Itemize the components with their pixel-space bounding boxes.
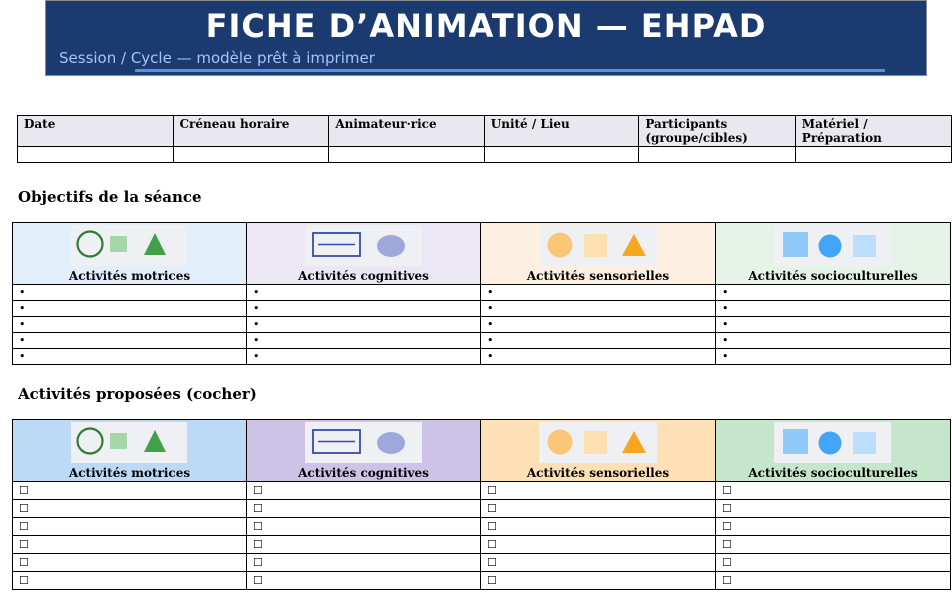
activities-table bbox=[12, 419, 951, 590]
header-banner bbox=[45, 0, 927, 76]
category-label-motrices: Activités motrices bbox=[68, 269, 191, 283]
activity-checkbox[interactable]: ☐ bbox=[481, 536, 716, 554]
category-label-socioculturelles: Activités socioculturelles bbox=[748, 269, 918, 283]
column-date: Date bbox=[18, 116, 174, 147]
circle-icon bbox=[548, 430, 573, 455]
activity-checkbox[interactable]: ☐ bbox=[13, 572, 247, 590]
ellipse-icon bbox=[377, 235, 405, 257]
activities-header-sensorielles bbox=[481, 420, 716, 482]
activity-checkbox[interactable]: ☐ bbox=[13, 554, 247, 572]
objective-bullet[interactable]: • bbox=[13, 333, 247, 349]
activity-checkbox[interactable]: ☐ bbox=[481, 554, 716, 572]
objectives-header-sensorielles bbox=[481, 223, 716, 285]
square-icon bbox=[110, 433, 127, 449]
objectives-heading: Objectifs de la séance bbox=[18, 188, 202, 206]
animator-field[interactable] bbox=[329, 147, 484, 163]
triangle-icon bbox=[144, 430, 166, 452]
cognitive-icons bbox=[305, 225, 422, 266]
triangle-icon bbox=[622, 431, 646, 453]
sensory-icons bbox=[539, 225, 657, 266]
objective-bullet[interactable]: • bbox=[247, 333, 481, 349]
cognitive-icons bbox=[305, 422, 422, 463]
activity-checkbox[interactable]: ☐ bbox=[716, 518, 951, 536]
activity-checkbox[interactable]: ☐ bbox=[13, 500, 247, 518]
activity-checkbox[interactable]: ☐ bbox=[481, 500, 716, 518]
objective-bullet[interactable]: • bbox=[716, 317, 951, 333]
objective-bullet[interactable]: • bbox=[716, 333, 951, 349]
objective-bullet[interactable]: • bbox=[716, 301, 951, 317]
objective-bullet[interactable]: • bbox=[481, 349, 716, 365]
activity-checkbox[interactable]: ☐ bbox=[716, 482, 951, 500]
triangle-icon bbox=[622, 234, 646, 256]
ellipse-icon bbox=[377, 432, 405, 454]
category-label-cognitives: Activités cognitives bbox=[298, 269, 429, 283]
square-icon bbox=[584, 234, 607, 257]
activity-checkbox[interactable]: ☐ bbox=[716, 500, 951, 518]
circle-icon bbox=[819, 235, 842, 258]
sensory-icons bbox=[539, 422, 657, 463]
subtitle-underline bbox=[135, 69, 885, 72]
objective-bullet[interactable]: • bbox=[13, 301, 247, 317]
objectives-header-cognitives bbox=[247, 223, 481, 285]
activity-checkbox[interactable]: ☐ bbox=[716, 554, 951, 572]
column-participants: Participants (groupe/cibles) bbox=[639, 116, 795, 147]
activity-checkbox[interactable]: ☐ bbox=[247, 482, 481, 500]
activity-checkbox[interactable]: ☐ bbox=[716, 536, 951, 554]
material-field[interactable] bbox=[795, 147, 951, 163]
sociocultural-icons bbox=[774, 225, 891, 266]
activity-checkbox[interactable]: ☐ bbox=[13, 518, 247, 536]
objective-bullet[interactable]: • bbox=[716, 349, 951, 365]
activity-checkbox[interactable]: ☐ bbox=[481, 572, 716, 590]
objectives-header-motrices bbox=[13, 223, 247, 285]
category-label-cognitives: Activités cognitives bbox=[298, 466, 429, 480]
objective-bullet[interactable]: • bbox=[13, 317, 247, 333]
session-info-table bbox=[17, 115, 952, 163]
activities-heading: Activités proposées (cocher) bbox=[18, 385, 257, 403]
activity-checkbox[interactable]: ☐ bbox=[247, 536, 481, 554]
motor-icons bbox=[71, 225, 187, 266]
square-icon bbox=[853, 235, 876, 257]
category-label-sensorielles: Activités sensorielles bbox=[526, 466, 670, 480]
activity-checkbox[interactable]: ☐ bbox=[247, 518, 481, 536]
page-subtitle: Session / Cycle — modèle prêt à imprimer bbox=[59, 49, 375, 67]
objective-bullet[interactable]: • bbox=[247, 301, 481, 317]
objective-bullet[interactable]: • bbox=[481, 317, 716, 333]
objectives-table bbox=[12, 222, 951, 365]
objective-bullet[interactable]: • bbox=[481, 285, 716, 301]
activity-checkbox[interactable]: ☐ bbox=[13, 536, 247, 554]
activity-checkbox[interactable]: ☐ bbox=[13, 482, 247, 500]
objective-bullet[interactable]: • bbox=[716, 285, 951, 301]
page-title: FICHE D’ANIMATION — EHPAD bbox=[205, 7, 767, 45]
objective-bullet[interactable]: • bbox=[247, 285, 481, 301]
circle-outline-icon bbox=[78, 429, 103, 454]
date-field[interactable] bbox=[18, 147, 174, 163]
objective-bullet[interactable]: • bbox=[13, 349, 247, 365]
activity-checkbox[interactable]: ☐ bbox=[716, 572, 951, 590]
location-field[interactable] bbox=[484, 147, 639, 163]
activities-header-socioculturelles bbox=[716, 420, 951, 482]
objective-bullet[interactable]: • bbox=[13, 285, 247, 301]
square-icon bbox=[110, 236, 127, 252]
motor-icons bbox=[71, 422, 187, 463]
circle-icon bbox=[548, 233, 573, 258]
sociocultural-icons bbox=[774, 422, 891, 463]
column-location: Unité / Lieu bbox=[484, 116, 639, 147]
activity-checkbox[interactable]: ☐ bbox=[247, 500, 481, 518]
activity-checkbox[interactable]: ☐ bbox=[247, 554, 481, 572]
category-label-socioculturelles: Activités socioculturelles bbox=[748, 466, 918, 480]
triangle-icon bbox=[144, 233, 166, 255]
time-slot-field[interactable] bbox=[173, 147, 329, 163]
circle-icon bbox=[819, 432, 842, 455]
column-time-slot: Créneau horaire bbox=[173, 116, 329, 147]
category-label-motrices: Activités motrices bbox=[68, 466, 191, 480]
square-icon bbox=[783, 232, 808, 257]
objective-bullet[interactable]: • bbox=[247, 349, 481, 365]
activity-checkbox[interactable]: ☐ bbox=[481, 518, 716, 536]
square-icon bbox=[584, 431, 607, 454]
activities-header-motrices bbox=[13, 420, 247, 482]
objectives-header-socioculturelles bbox=[716, 223, 951, 285]
participants-field[interactable] bbox=[639, 147, 795, 163]
activity-checkbox[interactable]: ☐ bbox=[247, 572, 481, 590]
category-label-sensorielles: Activités sensorielles bbox=[526, 269, 670, 283]
objective-bullet[interactable]: • bbox=[247, 317, 481, 333]
square-icon bbox=[783, 429, 808, 454]
square-icon bbox=[853, 432, 876, 454]
objective-bullet[interactable]: • bbox=[481, 333, 716, 349]
activity-checkbox[interactable]: ☐ bbox=[481, 482, 716, 500]
column-material: Matériel / Préparation bbox=[795, 116, 951, 147]
column-animator: Animateur·rice bbox=[329, 116, 484, 147]
circle-outline-icon bbox=[78, 232, 103, 257]
objective-bullet[interactable]: • bbox=[481, 301, 716, 317]
activities-header-cognitives bbox=[247, 420, 481, 482]
